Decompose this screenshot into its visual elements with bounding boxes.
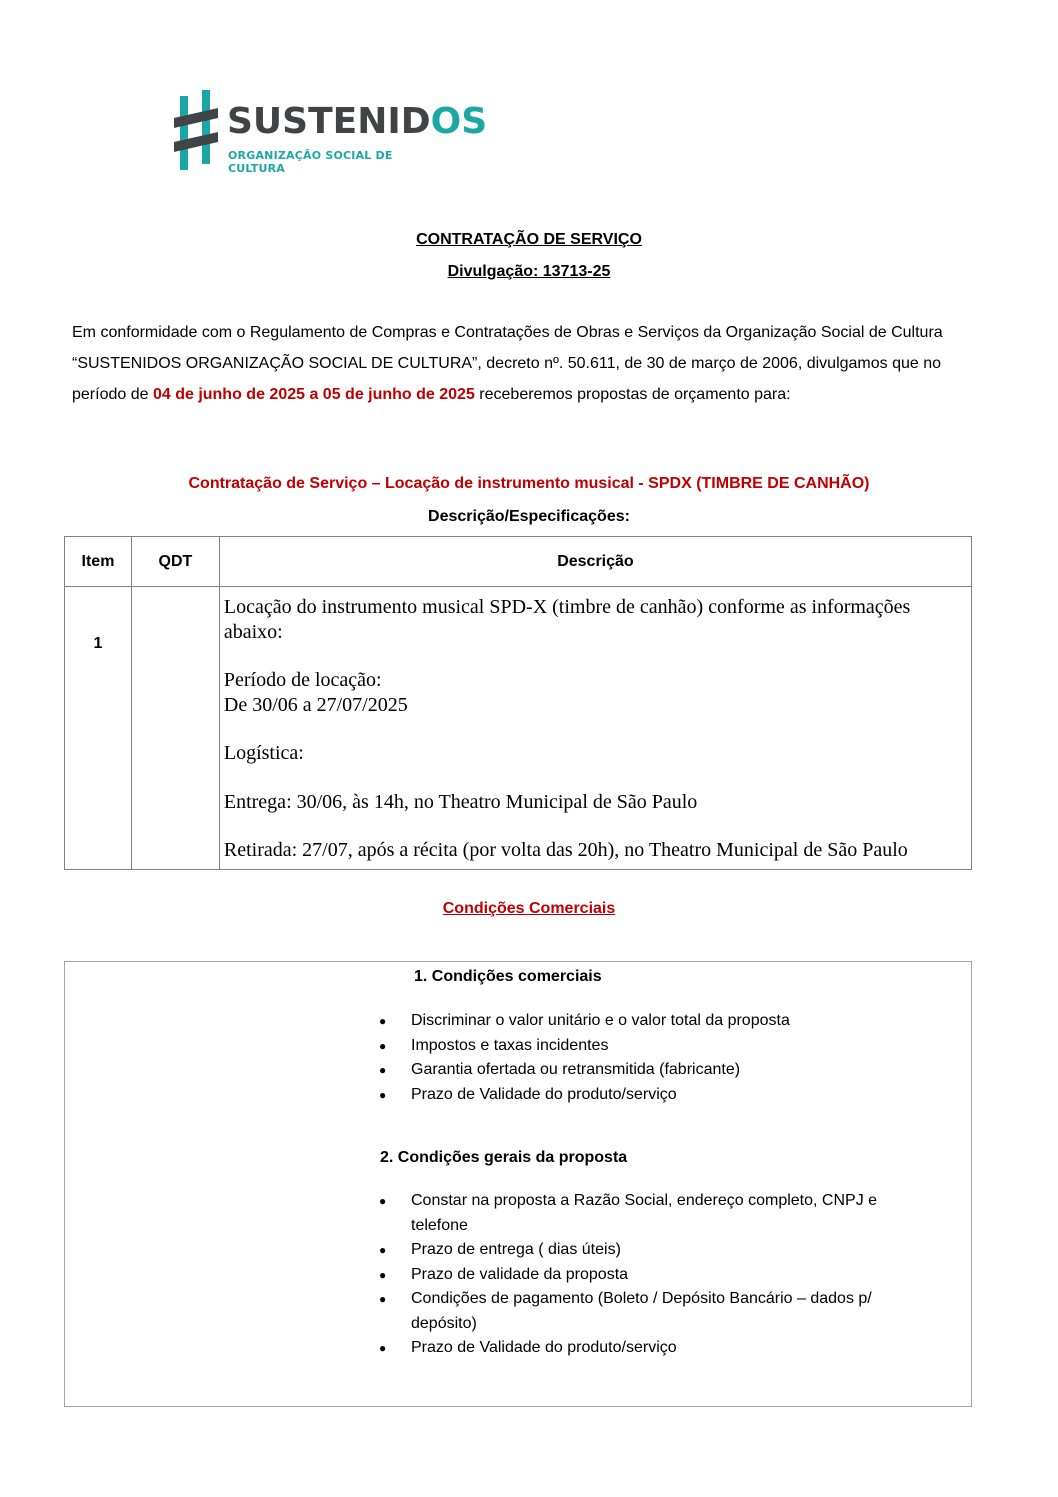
description-line: Período de locação: [223,669,382,691]
section-2-title: 2. Condições gerais da proposta [380,1149,628,1166]
description-line: Retirada: 27/07, após a récita (por volta das 20h), no Theatro Municipal de São Paulo [223,839,908,861]
table-row [65,587,972,870]
list-item: ● Impostos e taxas incidentes [377,1034,937,1059]
bullet-icon: ● [379,1267,387,1282]
logo-subtitle: ORGANIZAÇÃO SOCIAL DE CULTURA [228,149,393,175]
list-item: ● Prazo de entrega ( dias úteis) [377,1238,917,1263]
list-item: ● Prazo de validade da proposta [377,1263,917,1288]
intro-paragraph [72,317,992,410]
column-header-qty: QDT [131,537,219,587]
bullet-icon: ● [379,1292,387,1306]
column-header-item: Item [65,537,132,587]
section-1-title: 1. Condições comerciais [414,968,602,985]
list-item: ● Constar na proposta a Razão Social, endereço completo, CNPJ e telefone [377,1189,917,1238]
intro-text-before: Em conformidade com o Regulamento de Compras e Contratações de Obras e Serviços da Organização Social de Cultura “SUSTENIDOS ORGANIZAÇÃO SOCIAL DE CULTURA”, decreto nº. 50.611, de 30 de março de 2006, divulgamos que no período de [72,324,943,403]
sustenidos-logo [172,88,488,175]
conditions-box [64,961,972,1407]
bullet-icon: ● [379,1243,387,1257]
list-item: ● Garantia ofertada ou retransmitida (fabricante) [377,1058,937,1083]
cell-item: 1 [65,587,132,870]
page-title: CONTRATAÇÃO DE SERVIÇO [416,231,642,248]
service-title: Contratação de Serviço – Locação de instrumento musical - SPDX (TIMBRE DE CANHÃO) [188,475,870,492]
bullet-icon: ● [379,1014,387,1028]
description-line: Logística: [223,742,304,764]
bullet-icon: ● [379,1194,387,1208]
hashtag-logo-icon [172,90,222,172]
bullet-icon: ● [379,1063,387,1077]
logo-wordmark: SUSTENIDOS [227,101,488,142]
bullet-icon: ● [379,1087,387,1102]
bullet-icon: ● [379,1038,387,1053]
column-header-description: Descrição [219,537,971,587]
intro-text-after: receberemos propostas de orçamento para: [474,386,791,403]
description-line: Locação do instrumento musical SPD-X (timbre de canhão) conforme as informações abaixo: [223,596,911,643]
disclosure-number: Divulgação: 13713-25 [447,263,611,280]
description-line: De 30/06 a 27/07/2025 [223,693,408,716]
description-line: Entrega: 30/06, às 14h, no Theatro Municipal de São Paulo [223,790,698,813]
specifications-table [64,536,972,870]
cell-description [219,587,971,870]
section-1-list [377,1009,937,1107]
table-header-row [65,537,972,587]
specifications-title: Descrição/Especificações: [428,508,630,525]
list-item: ● Discriminar o valor unitário e o valor total da proposta [377,1009,937,1034]
commercial-conditions-heading: Condições Comerciais [442,900,616,917]
list-item: ● Prazo de Validade do produto/serviço [377,1336,917,1361]
list-item: ● Prazo de Validade do produto/serviço [377,1083,937,1108]
list-item: ● Condições de pagamento (Boleto / Depósito Bancário – dados p/ depósito) [377,1287,917,1336]
cell-qty [131,587,219,870]
bullet-icon: ● [379,1341,387,1355]
section-2-list [377,1189,917,1361]
proposal-period: 04 de junho de 2025 a 05 de junho de 2025 [152,386,475,403]
